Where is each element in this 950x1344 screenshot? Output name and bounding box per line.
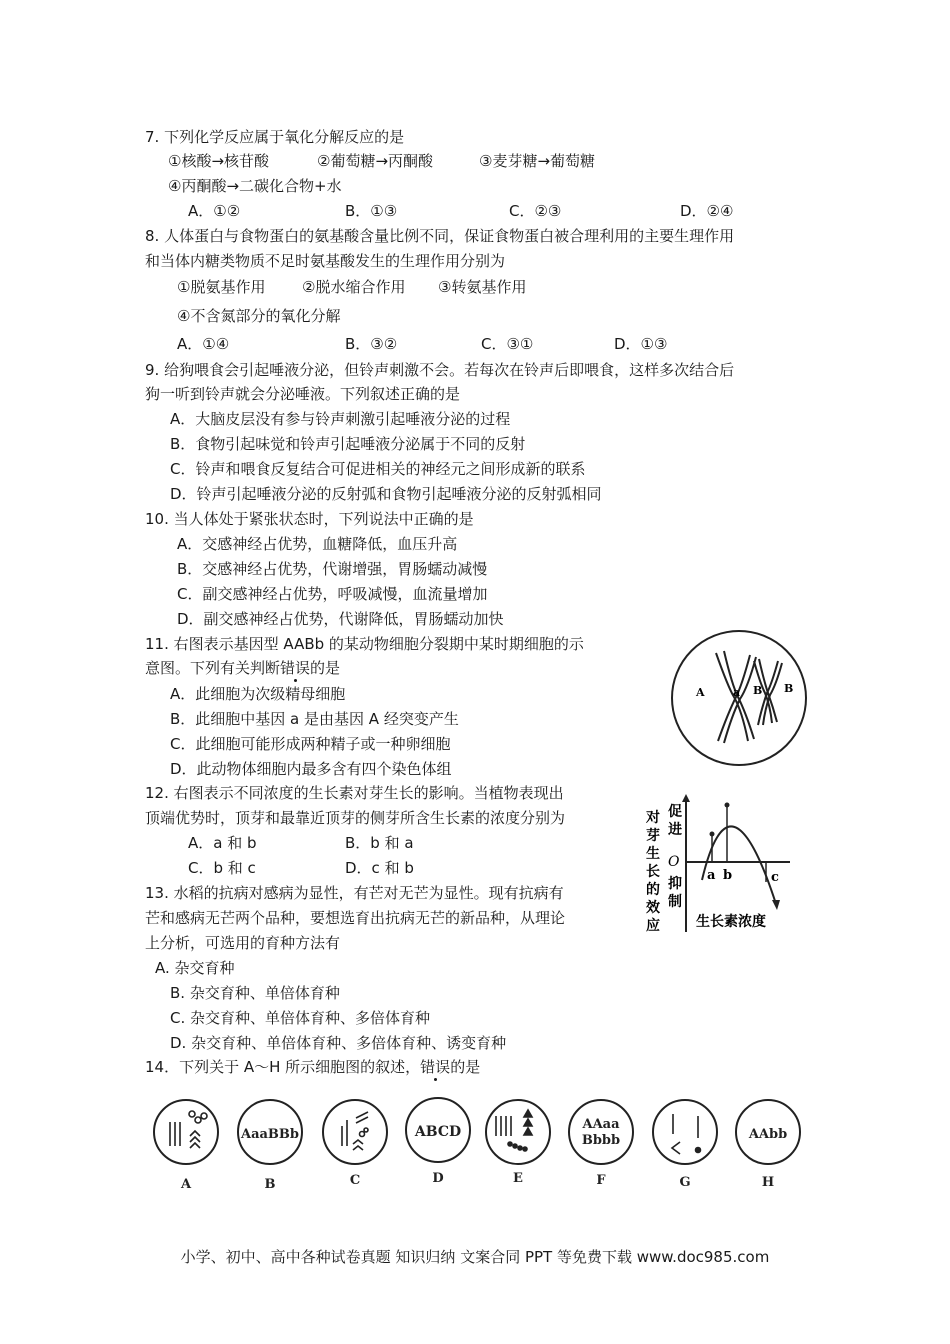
q12-point-c: c — [771, 870, 779, 885]
q11-gene-label-a: a — [733, 686, 741, 699]
q8-item-1: ①脱氨基作用 — [177, 278, 266, 296]
q7-option-d: D．②④ — [680, 202, 734, 220]
q11-option-a: A．此细胞为次级精母细胞 — [170, 685, 346, 703]
q11-gene-label-A: A — [696, 686, 705, 699]
svg-text:生: 生 — [646, 846, 660, 862]
svg-text:应: 应 — [646, 918, 660, 934]
svg-text:长: 长 — [646, 864, 660, 880]
q11-option-b: B．此细胞中基因 a 是由基因 A 经突变产生 — [170, 710, 459, 728]
q11-emphasis-wrong: 错误 — [280, 659, 311, 677]
q10-option-c: C．副交感神经占优势，呼吸减慢，血流量增加 — [177, 585, 488, 603]
q7-item-4: ④丙酮酸→二碳化合物+水 — [168, 177, 342, 195]
q14-stem-part3: 的是 — [450, 1058, 481, 1076]
q11-stem-line1: 11. 右图表示基因型 AABb 的某动物细胞分裂期中某时期细胞的示 — [145, 635, 584, 653]
q12-option-c: C．b 和 c — [188, 859, 256, 877]
q8-option-d: D．①③ — [614, 335, 668, 353]
q13-option-b: B. 杂交育种、单倍体育种 — [170, 984, 340, 1002]
q10-option-a: A．交感神经占优势，血糖降低，血压升高 — [177, 535, 458, 553]
q11-option-d: D．此动物体细胞内最多含有四个染色体组 — [170, 760, 452, 778]
q8-item-2: ②脱水缩合作用 — [302, 278, 406, 296]
q8-option-a: A．①④ — [177, 335, 230, 353]
q14-cell-d-genes: ABCD — [414, 1124, 462, 1140]
q9-option-c: C．铃声和喂食反复结合可促进相关的神经元之间形成新的联系 — [170, 460, 586, 478]
q14-cell-label-c: C — [349, 1173, 361, 1188]
svg-text:效: 效 — [646, 900, 660, 916]
q14-cell-f-genes-1: AAaa — [582, 1117, 620, 1132]
q7-item-3: ③麦芽糖→葡萄糖 — [479, 152, 596, 170]
q11-stem-line2 — [145, 658, 340, 678]
q9-stem-line2: 狗一听到铃声就会分泌唾液。下列叙述正确的是 — [145, 385, 461, 403]
q14-cell-label-e: E — [513, 1171, 523, 1186]
svg-text:抑: 抑 — [668, 876, 682, 892]
q14-cell-a-chromosomes — [170, 1111, 207, 1148]
q14-cell-label-f: F — [596, 1173, 606, 1188]
q11-stem-part3: 的是 — [310, 659, 341, 677]
q13-stem-line1: 13. 水稻的抗病对感病为显性，有芒对无芒为显性。现有抗病有 — [145, 884, 564, 902]
q14-cell-f-genes-2: Bbbb — [581, 1133, 621, 1148]
q14-cell-label-a: A — [180, 1177, 192, 1192]
q12-point-a: a — [707, 868, 716, 883]
q12-stem-line2: 顶端优势时，顶芽和最靠近顶芽的侧芽所含生长素的浓度分别为 — [145, 809, 566, 827]
q12-option-d: D．c 和 b — [345, 859, 414, 877]
q8-stem-line1: 8. 人体蛋白与食物蛋白的氨基酸含量比例不同，保证食物蛋白被合理利用的主要生理作用 — [145, 227, 735, 245]
q11-option-c: C．此细胞可能形成两种精子或一种卵细胞 — [170, 735, 451, 753]
q8-option-b: B．③② — [345, 335, 398, 353]
q12-graph-ylabel — [645, 810, 660, 934]
q13-stem-line2: 芒和感病无芒两个品种，要想选育出抗病无芒的新品种，从理论 — [145, 909, 566, 927]
q13-stem-line3: 上分析，可选用的育种方法有 — [145, 934, 341, 952]
q12-graph-xlabel: 生长素浓度 — [696, 914, 766, 930]
q7-option-b: B．①③ — [345, 202, 398, 220]
svg-text:进: 进 — [668, 822, 682, 838]
q14-cell-h-genes: AAbb — [748, 1127, 788, 1142]
q12-point-b: b — [723, 868, 733, 883]
q14-cell-label-d: D — [432, 1171, 444, 1186]
q9-option-a: A．大脑皮层没有参与铃声刺激引起唾液分泌的过程 — [170, 410, 511, 428]
q9-stem-line1: 9. 给狗喂食会引起唾液分泌，但铃声刺激不会。若每次在铃声后即喂食，这样多次结合后 — [145, 361, 735, 379]
q12-stem-line1: 12. 右图表示不同浓度的生长素对芽生长的影响。当植物表现出 — [145, 784, 564, 802]
svg-text:对: 对 — [646, 810, 660, 826]
q14-cell-e-chromosomes — [496, 1110, 532, 1151]
q13-option-d: D. 杂交育种、单倍体育种、多倍体育种、诱变育种 — [170, 1034, 507, 1052]
q12-option-a: A．a 和 b — [188, 834, 257, 852]
q12-auxin-graph — [640, 792, 800, 942]
svg-text:芽: 芽 — [646, 828, 660, 844]
q8-item-4: ④不含氮部分的氧化分解 — [177, 307, 341, 325]
q8-option-c: C．③① — [481, 335, 534, 353]
q14-cell-c-chromosomes — [342, 1112, 368, 1150]
q14-cell-label-g: G — [679, 1175, 691, 1190]
q11-gene-label-B2: B — [784, 682, 794, 695]
q12-origin-label: O — [668, 854, 680, 870]
svg-text:促: 促 — [668, 804, 682, 820]
q11-stem-part1: 意图。下列有关判断 — [145, 659, 281, 677]
q9-option-d: D．铃声引起唾液分泌的反射弧和食物引起唾液分泌的反射弧相同 — [170, 485, 602, 503]
q14-emphasis-wrong: 错误 — [420, 1058, 451, 1076]
q14-cell-label-b: B — [264, 1177, 276, 1192]
q12-option-b: B．b 和 a — [345, 834, 414, 852]
q9-option-b: B．食物引起味觉和铃声引起唾液分泌属于不同的反射 — [170, 435, 526, 453]
q11-gene-label-B1: B — [753, 684, 763, 697]
q14-cell-b-genes: AaaBBb — [241, 1127, 299, 1142]
svg-text:制: 制 — [668, 894, 682, 910]
q11-cell-figure — [668, 627, 810, 769]
q7-option-c: C．②③ — [509, 202, 562, 220]
q8-item-3: ③转氨基作用 — [438, 278, 527, 296]
q7-item-1: ①核酸→核苷酸 — [168, 152, 270, 170]
q14-stem-part1: 14．下列关于 A～H 所示细胞图的叙述， — [145, 1058, 421, 1076]
q8-stem-line2: 和当体内糖类物质不足时氨基酸发生的生理作用分别为 — [145, 252, 506, 270]
q14-cell-label-h: H — [761, 1175, 775, 1190]
q13-option-c: C. 杂交育种、单倍体育种、多倍体育种 — [170, 1009, 431, 1027]
q13-option-a: A. 杂交育种 — [155, 959, 235, 977]
svg-text:的: 的 — [646, 882, 660, 898]
q10-option-b: B．交感神经占优势，代谢增强，胃肠蠕动减慢 — [177, 560, 488, 578]
page-footer: 小学、初中、高中各种试卷真题 知识归纳 文案合同 PPT 等免费下载 www.doc985.com — [180, 1248, 770, 1266]
q10-stem: 10. 当人体处于紧张状态时，下列说法中正确的是 — [145, 510, 474, 528]
q14-stem — [145, 1057, 480, 1077]
q14-cell-g-chromosomes — [672, 1114, 701, 1154]
q7-stem: 7. 下列化学反应属于氧化分解反应的是 — [145, 128, 405, 146]
q7-option-a: A．①② — [188, 202, 241, 220]
q7-item-2: ②葡萄糖→丙酮酸 — [317, 152, 434, 170]
q14-cells-figure — [148, 1090, 808, 1200]
q10-option-d: D．副交感神经占优势，代谢降低，胃肠蠕动加快 — [177, 610, 504, 628]
